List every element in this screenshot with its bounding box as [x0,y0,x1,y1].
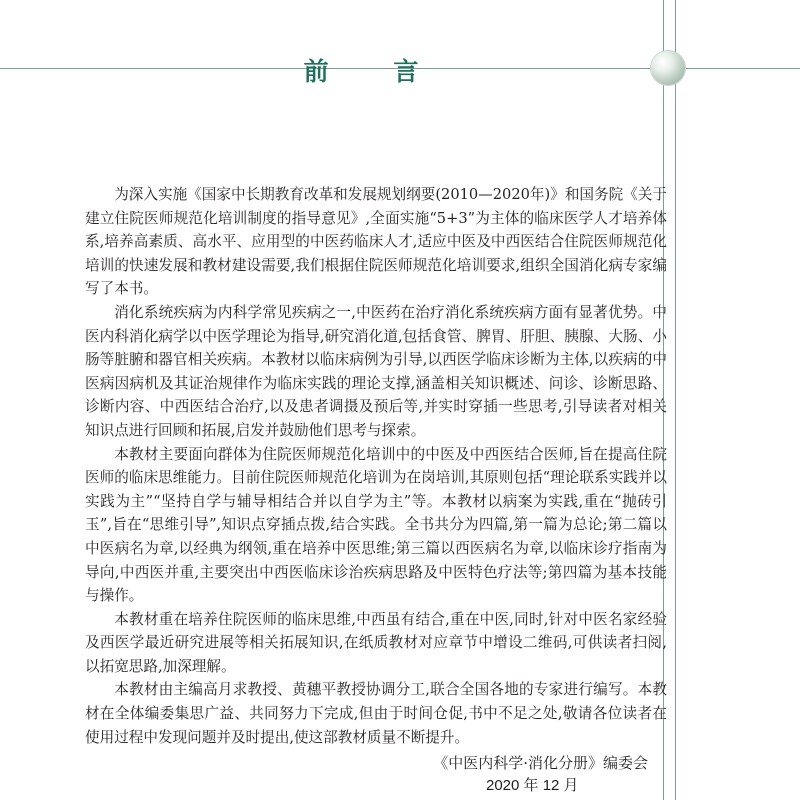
paragraph: 为深入实施《国家中长期教育改革和发展规划纲要(2010—2020年)》和国务院《关于建立住院医师规范化培训制度的指导意见》,全面实施“5+3”为主体的临床医学人才培养体系,培养高素质、高水平、应用型的中医药临床人才,适应中医及中西医结合住院医师规范化培训的快速发展和教材建设需要,我们根据住院医师规范化培训要求,组织全国消化病专家编写了本书。 [85,186,667,298]
page-top-band [0,0,800,22]
decorative-sphere-icon [651,51,685,85]
page-title: 前 言 [303,57,447,86]
paragraph: 本教材重在培养住院医师的临床思维,中西虽有结合,重在中医,同时,针对中医名家经验及西医学最近研究进展等相关拓展知识,在纸质教材对应章节中增设二维码,可供读者扫阅,以拓宽思路,加深理解。 [85,610,667,675]
signature-date: 2020 年 12 月 [486,777,579,794]
decorative-vertical-line [675,0,676,800]
paragraph: 消化系统疾病为内科学常见疾病之一,中医药在治疗消化系统疾病方面有显著优势。中医内科消化病学以中医学理论为指导,研究消化道,包括食管、脾胃、肝胆、胰腺、大肠、小肠等脏腑和器官相关疾病。本教材以临床病例为引导,以西医学临床诊断为主体,以疾病的中医病因病机及其证治规律作为临床实践的理论支撑,涵盖相关知识概述、问诊、诊断思路、诊断内容、中西医结合治疗,以及患者调摄及预后等,并实时穿插一些思考,引导读者对相关知识点进行回顾和拓展,启发并鼓励他们思考与探索。 [85,303,667,439]
paragraph: 本教材由主编高月求教授、黄穗平教授协调分工,联合全国各地的专家进行编写。本教材在全体编委集思广益、共同努力下完成,但由于时间仓促,书中不足之处,敬请各位读者在使用过程中发现问题并及时提出,使这部教材质量不断提升。 [85,681,667,746]
paragraph: 本教材主要面向群体为住院医师规范化培训中的中医及中西医结合医师,旨在提高住院医师的临床思维能力。目前住院医师规范化培训为在岗培训,其原则包括“理论联系实践并以实践为主”“坚持自学与辅导相结合并以自学为主”等。本教材以病案为实践,重在“抛砖引玉”,旨在“思维引导”,知识点穿插点拨,结合实践。全书共分为四篇,第一篇为总论;第二篇以中医病名为章,以经典为纲领,重在培养中医思维;第三篇以西医病名为章,以临床诊疗指南为导向,中西医并重,主要突出中西医临床诊治疾病思路及中医特色疗法等;第四篇为基本技能与操作。 [85,445,667,605]
editorial-signature: 《中医内科学·消化分册》编委会 [433,754,648,772]
preface-body [85,183,667,749]
